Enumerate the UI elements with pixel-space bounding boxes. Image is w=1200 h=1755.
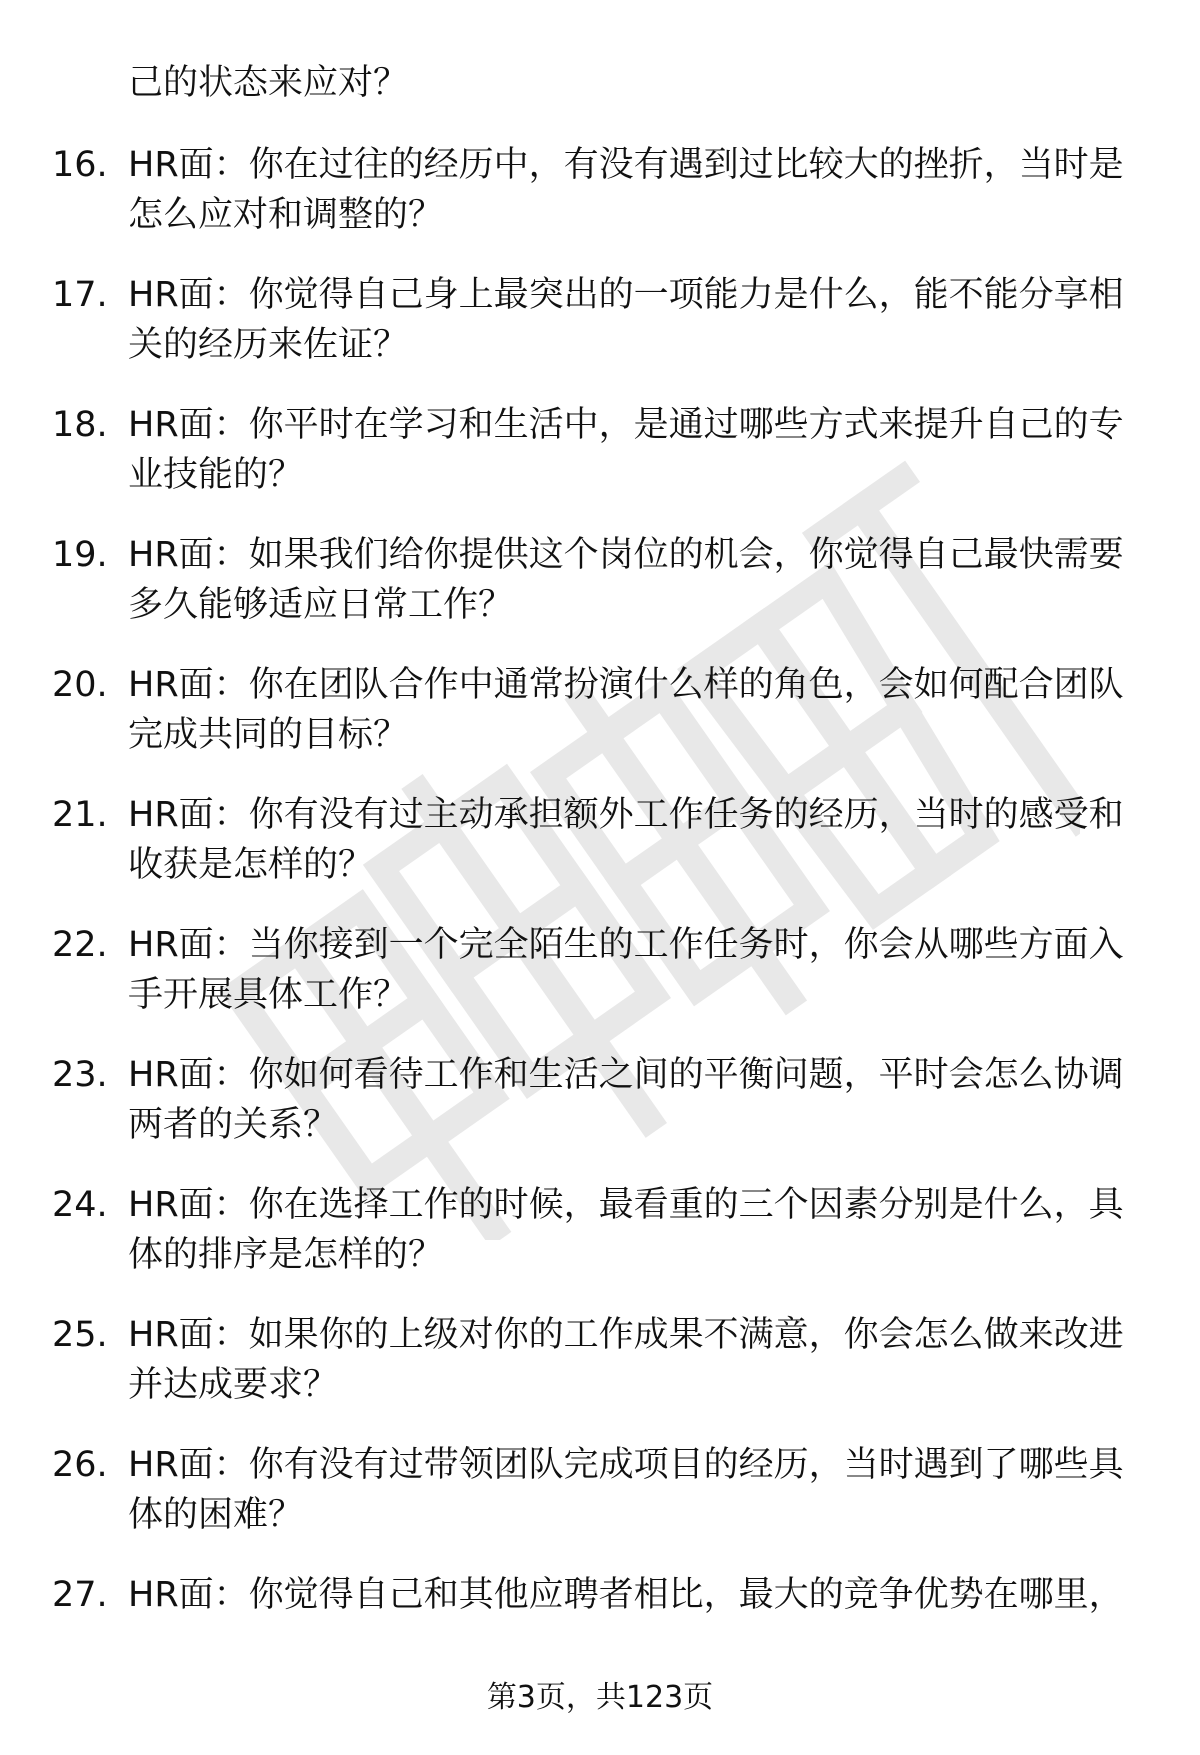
question-text: HR面：你如何看待工作和生活之间的平衡问题，平时会怎么协调两者的关系？ [128, 1055, 1124, 1145]
question-item [0, 790, 1200, 920]
question-text: HR面：当你接到一个完全陌生的工作任务时，你会从哪些方面入手开展具体工作？ [128, 925, 1124, 1015]
question-text: HR面：你有没有过带领团队完成项目的经历，当时遇到了哪些具体的困难？ [128, 1445, 1124, 1535]
question-number: 27. [52, 1575, 108, 1615]
question-text: HR面：你有没有过主动承担额外工作任务的经历，当时的感受和收获是怎样的？ [128, 795, 1124, 885]
question-number: 18. [52, 405, 108, 445]
question-text: HR面：你在过往的经历中，有没有遇到过比较大的挫折，当时是怎么应对和调整的？ [128, 145, 1124, 235]
question-number: 19. [52, 535, 108, 575]
question-item [0, 920, 1200, 1050]
question-item [0, 1050, 1200, 1180]
question-text: HR面：你觉得自己和其他应聘者相比，最大的竞争优势在哪里， [128, 1575, 1124, 1615]
question-number: 16. [52, 145, 108, 185]
question-number: 24. [52, 1185, 108, 1225]
question-number: 26. [52, 1445, 108, 1485]
question-number: 23. [52, 1055, 108, 1095]
question-list [0, 140, 1200, 1700]
question-item [0, 660, 1200, 790]
question-number: 22. [52, 925, 108, 965]
page-number-footer: 第3页，共123页 [486, 1680, 714, 1715]
question-item [0, 140, 1200, 270]
question-number: 17. [52, 275, 108, 315]
question-number: 20. [52, 665, 108, 705]
question-text: HR面：你觉得自己身上最突出的一项能力是什么，能不能分享相关的经历来佐证？ [128, 275, 1124, 365]
question-text: HR面：你在选择工作的时候，最看重的三个因素分别是什么，具体的排序是怎样的？ [128, 1185, 1124, 1275]
question-text: HR面：如果我们给你提供这个岗位的机会，你觉得自己最快需要多久能够适应日常工作？ [128, 535, 1124, 625]
question-text: HR面：你在团队合作中通常扮演什么样的角色，会如何配合团队完成共同的目标？ [128, 665, 1124, 755]
continuation-line: 己的状态来应对？ [128, 63, 409, 103]
question-item [0, 1180, 1200, 1310]
question-item [0, 1440, 1200, 1570]
question-item [0, 530, 1200, 660]
question-number: 21. [52, 795, 108, 835]
question-item [0, 400, 1200, 530]
question-number: 25. [52, 1315, 108, 1355]
question-text: HR面：如果你的上级对你的工作成果不满意，你会怎么做来改进并达成要求？ [128, 1315, 1124, 1405]
question-item [0, 270, 1200, 400]
question-text: HR面：你平时在学习和生活中，是通过哪些方式来提升自己的专业技能的？ [128, 405, 1124, 495]
question-item [0, 1310, 1200, 1440]
